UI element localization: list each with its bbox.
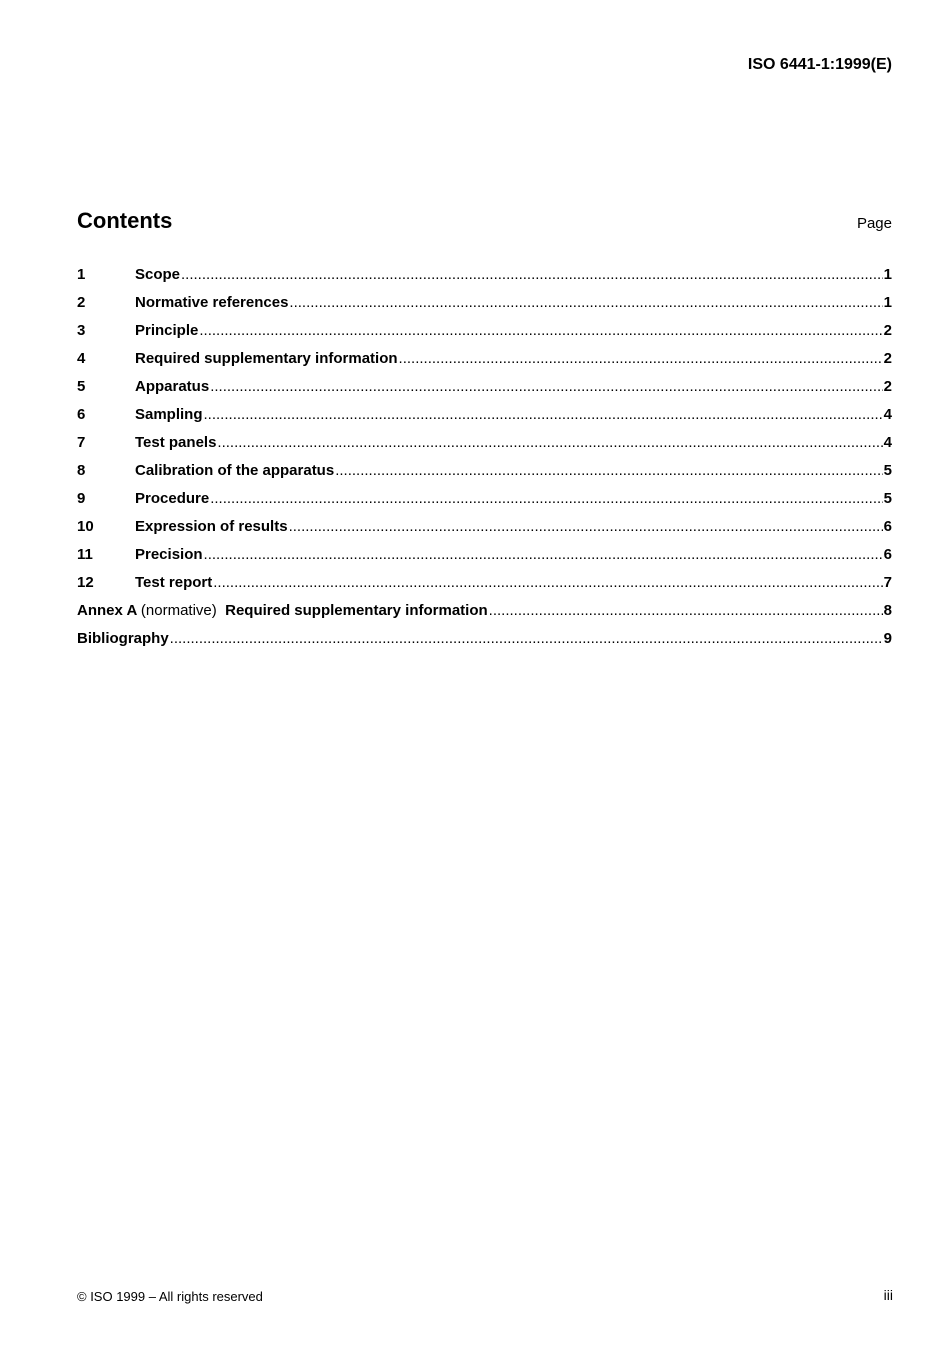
toc-entry-label: Apparatus: [135, 378, 210, 395]
toc-entry-number: 10: [77, 518, 94, 535]
toc-entry-page: 8: [883, 602, 892, 619]
dot-leader: [399, 350, 883, 367]
toc-entry-page: 5: [883, 462, 892, 479]
toc-entry-page: 9: [883, 630, 892, 647]
toc-entry-6[interactable]: [77, 406, 892, 434]
toc-entry-page: 2: [883, 322, 892, 339]
dot-leader: [204, 406, 883, 423]
dot-leader: [213, 574, 882, 591]
dot-leader: [489, 602, 883, 619]
table-of-contents: [77, 266, 892, 658]
toc-entry-number: 3: [77, 322, 86, 339]
toc-entry-label: Sampling: [135, 406, 203, 423]
contents-title: Contents: [77, 208, 173, 233]
toc-entry-label: [77, 602, 488, 619]
toc-entry-page: 6: [883, 546, 892, 563]
toc-entry-page: 2: [883, 378, 892, 395]
toc-entry-label: Precision: [135, 546, 203, 563]
dot-leader: [181, 266, 883, 283]
dot-leader: [289, 518, 883, 535]
toc-entry-label: Principle: [135, 322, 199, 339]
toc-entry-number: 6: [77, 406, 86, 423]
annex-prefix: Annex A: [77, 602, 137, 619]
annex-title: Required supplementary information: [225, 602, 488, 619]
page-number: iii: [883, 1287, 893, 1303]
toc-entry-label: Required supplementary information: [135, 350, 398, 367]
toc-entry-page: 5: [883, 490, 892, 507]
toc-entry-page: 4: [883, 406, 892, 423]
toc-entry-page: 1: [883, 266, 892, 283]
toc-entry-page: 4: [883, 434, 892, 451]
dot-leader: [335, 462, 882, 479]
annex-qualifier: (normative): [140, 602, 217, 619]
toc-entry-bibliography[interactable]: [77, 630, 892, 658]
toc-entry-number: 8: [77, 462, 86, 479]
toc-entry-number: 12: [77, 574, 94, 591]
toc-entry-9[interactable]: [77, 490, 892, 518]
toc-entry-4[interactable]: [77, 350, 892, 378]
toc-entry-number: 5: [77, 378, 86, 395]
toc-entry-5[interactable]: [77, 378, 892, 406]
dot-leader: [289, 294, 882, 311]
toc-entry-page: 6: [883, 518, 892, 535]
document-id: ISO 6441-1:1999(E): [747, 56, 892, 73]
toc-entry-2[interactable]: [77, 294, 892, 322]
toc-entry-annex-a[interactable]: [77, 602, 892, 630]
dot-leader: [199, 322, 882, 339]
dot-leader: [210, 378, 882, 395]
copyright-notice: © ISO 1999 – All rights reserved: [77, 1289, 263, 1304]
toc-entry-label: Normative references: [135, 294, 289, 311]
toc-entry-label: Test report: [135, 574, 213, 591]
toc-entry-number: 9: [77, 490, 86, 507]
toc-entry-12[interactable]: [77, 574, 892, 602]
toc-entry-label: Procedure: [135, 490, 210, 507]
toc-entry-label: Test panels: [135, 434, 217, 451]
toc-entry-number: 7: [77, 434, 86, 451]
dot-leader: [217, 434, 882, 451]
toc-entry-3[interactable]: [77, 322, 892, 350]
toc-entry-label: Bibliography: [77, 630, 169, 647]
toc-entry-number: 11: [77, 546, 93, 563]
toc-entry-label: Calibration of the apparatus: [135, 462, 335, 479]
toc-entry-page: 7: [883, 574, 892, 591]
toc-entry-label: Scope: [135, 266, 181, 283]
toc-entry-8[interactable]: [77, 462, 892, 490]
dot-leader: [204, 546, 883, 563]
contents-header: [77, 208, 892, 234]
toc-entry-label: Expression of results: [135, 518, 288, 535]
toc-entry-number: 4: [77, 350, 86, 367]
toc-entry-page: 2: [883, 350, 892, 367]
dot-leader: [170, 630, 883, 647]
toc-entry-10[interactable]: [77, 518, 892, 546]
toc-entry-page: 1: [883, 294, 892, 311]
toc-entry-7[interactable]: [77, 434, 892, 462]
toc-entry-number: 2: [77, 294, 86, 311]
toc-entry-number: 1: [77, 266, 86, 283]
toc-entry-1[interactable]: [77, 266, 892, 294]
toc-entry-11[interactable]: [77, 546, 892, 574]
page-column-label: Page: [856, 215, 892, 232]
dot-leader: [210, 490, 882, 507]
